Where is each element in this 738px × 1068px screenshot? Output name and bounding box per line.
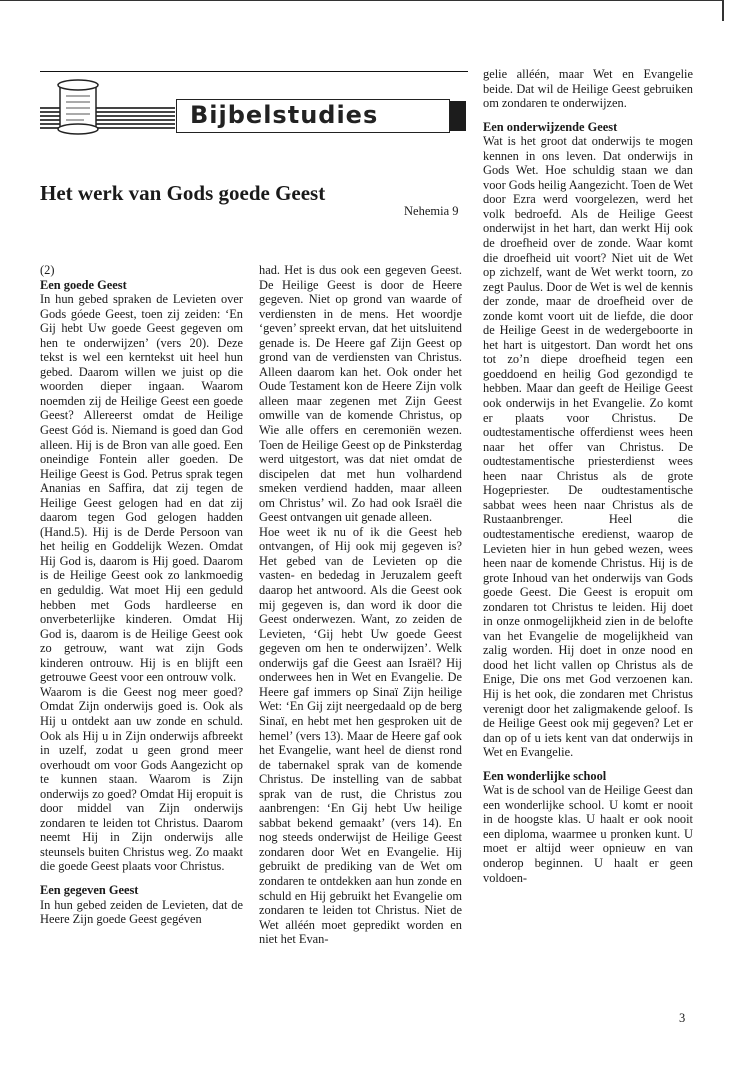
subheading: Een wonderlijke school xyxy=(483,768,607,783)
scroll-icon xyxy=(50,76,106,138)
subheading: Een onderwijzende Geest xyxy=(483,119,618,134)
banner-block xyxy=(450,101,466,131)
paragraph: Wat is het groot dat onderwijs te mogen kennen in ons leven. Dat onderwijs in Gods Wet. Hoe schuldig staan we dan voor Gods heilig Aangezicht. Toen de Wet door Ezra werd voorgelezen, werd het volk bedroefd. Als de Heilige Geest onderwijst in het hart, dan werkt Hij ook de droefheid over de zonde. Waar komt die droefheid uit voort? Niet uit de Wet op zichzelf, want de Wet werkt toorn, zo zegt Paulus. Door de Wet is wel de kennis der zonde, maar de droefheid over de zonde komt voort uit de liefde, die door de Heilige Geest in de wedergeboorte in het hart is uitgestort. Dan wordt het ons tot zo’n diepe droefheid tegen een goeddoend en heilig God gezondigd te hebben. Maar dan geeft de Heilige Geest ook onderwijs in het Evangelie. Zo komt er plaats voor Christus. De oudtestamentische offerdienst wees heen naar het offer van Christus. De oudtestamentische priesterdienst wees heen naar Christus als de grote Hogepriester. De oudtestamentische sabbat wees heen naar Christus als de Rustaanbrenger. Heel die oudtestamentische eredienst, waarop de Levieten hier in hun gebed wezen, wees heen naar de komende Christus. Hij is de grote Inhoud van het onderwijs van Gods goede Geest. Die Geest is eropuit om zondaren tot Christus te leiden. Hij doet in onze onmogelijkheid zien in de belofte van het Evangelie de mogelijkheid van zalig worden. Hij doet in onze nood en dood het licht vallen op Christus als de Enige, Die ons met God verzoenen kan. Hij is het ook, die zondaren met Christus verenigt door het zaligmakende geloof. Is de Heilige Geest ook mij gegeven? Let er dan op of u iets kent van dat onderwijs in Wet en Evangelie. xyxy=(483,134,693,760)
header-rule xyxy=(40,71,468,72)
paragraph: Wat is de school van de Heilige Geest dan een wonderlijke school. U komt er nooit in de hoogste klas. U haalt er ook nooit een diploma, waarmee u pronken kunt. U moet er altijd weer opnieuw en van onderop beginnen. U haalt er geen voldoen- xyxy=(483,783,693,885)
article-title: Het werk van Gods goede Geest xyxy=(40,181,326,205)
paragraph: Hoe weet ik nu of ik die Geest heb ontvangen, of Hij ook mij gegeven is? Het gebed van de Levieten op die vasten- en bededag in Jeruzalem geeft daarop het antwoord. Als die Geest ook mij gegeven is, dan word ik door die Geest onderwezen. Want, zo zeiden de Levieten, ‘Gij hebt Uw goede Geest gegeven om hen te onderwijzen’. Welk onderwijs gaf die Geest aan Israël? Hij onderwees hen in Wet en Evangelie. De Heere gaf immers op Sinaï Zijn heilige Wet: ‘En Gij zijt neergedaald op de berg Sinaï, en hebt met hen gesproken uit de hemel’ (vers 13). Maar de Heere gaf ook het Evangelie, want heel de dienst rond de tabernakel sprak van de komende Christus. De instelling van de sabbat sprak van de rust, die Christus zou aanbrengen: ‘En Gij hebt Uw heilige sabbat bekend gemaakt’ (vers 14). En nog steeds onderwijst de Heilige Geest zondaren door Wet en Evangelie. Hij gebruikt de prediking van de Wet om zondaren te ontdekken aan hun zonde en schuld en Hij gebruikt het Evangelie om zondaren te leiden tot Christus. Niet de Wet alléén moet gepredikt worden en niet het Evan- xyxy=(259,524,462,947)
column-1 xyxy=(40,263,243,927)
paragraph: In hun gebed spraken de Levieten over Gods góede Geest, toen zij zeiden: ‘En Gij hebt Uw goede Geest gegeven om hen te onderwijzen’ (vers 20). Deze tekst is wel een kerntekst uit heel hun gebed. Daarom willen we juist op die woorden dieper ingaan. Waarom noemden zij de Heilige Geest een goede Geest? Allereerst omdat de Heilige Geest Gód is. Niemand is goed dan God alleen. Hij is de Bron van alle goed. Een oneindige Fontein aller goeden. De Heilige Geest is God. Petrus sprak tegen Ananias en Saffira, dat zij tegen de Heilige Geest gelogen had en dat zij daarom tegen God gelogen hadden (Hand.5). Hij is de Derde Persoon van het heilig en Goddelijk Wezen. Omdat Hij God is, daarom is Hij goed. Daarom is de Heilige Geest ook zo lankmoedig en geduldig. Wat moet Hij een geduld hebben met Gods hardleerse en onverbeterlijke kinderen. Omdat Hij God is, daarom is de Heilige Geest ook zo getrouw, want wat zijn Gods kinderen ontrouw. Hij is en blijft een getrouwe Geest voor een ontrouw volk. xyxy=(40,292,243,685)
paragraph: had. Het is dus ook een gegeven Geest. De Heilige Geest is door de Heere gegeven. Niet op grond van waarde of verdiensten in de mens. Het woordje ‘geven’ spreekt ervan, dat het uitsluitend genade is. De Heere gaf Zijn Geest op grond van de verdiensten van Christus. Alleen daarom kan het. Ook onder het Oude Testament kon de Heere Zijn volk alleen maar zegenen met Zijn Geest omwille van de komende Christus, op Wie alle offers en ceremoniën wezen. Toen de Heilige Geest op de Pinksterdag werd uitgestort, was dat niet omdat de discipelen dat met hun volhardend smeken verdiend hadden, maar alleen om Christus’ wil. Zo had ook Israël die Geest ontvangen uit genade alleen. xyxy=(259,263,462,525)
subheading: Een gegeven Geest xyxy=(40,882,139,897)
bible-reference: Nehemia 9 xyxy=(404,204,459,218)
subheading: Een goede Geest xyxy=(40,277,127,292)
part-number: (2) xyxy=(40,263,55,277)
paragraph: Waarom is die Geest nog meer goed? Omdat Zijn onderwijs goed is. Ook als Hij u ontdekt aan uw zonde en schuld. Ook als Hij u in Zijn onderwijs afbreekt in uzelf, zodat u geen grond meer overhoudt om voor Gods Aangezicht op te kunnen staan. Waarom is Zijn onderwijs zo goed? Omdat Hij eropuit is door middel van Zijn onderwijs zondaren te leiden tot Christus. Daarom neemt Hij in Zijn onderwijs alle steunsels buiten Christus weg. Zo maakt die goede Geest plaats voor Christus. xyxy=(40,684,243,874)
paragraph: In hun gebed zeiden de Levieten, dat de Heere Zijn goede Geest gegéven xyxy=(40,897,243,927)
column-3 xyxy=(483,67,693,885)
column-2 xyxy=(259,263,462,947)
page-frame xyxy=(0,0,724,21)
section-label: Bijbelstudies xyxy=(190,101,379,129)
paragraph: gelie alléén, maar Wet en Evangelie beide. Dat wil de Heilige Geest gebruiken om zondaren te onderwijzen. xyxy=(483,67,693,111)
page-number: 3 xyxy=(679,1011,686,1025)
